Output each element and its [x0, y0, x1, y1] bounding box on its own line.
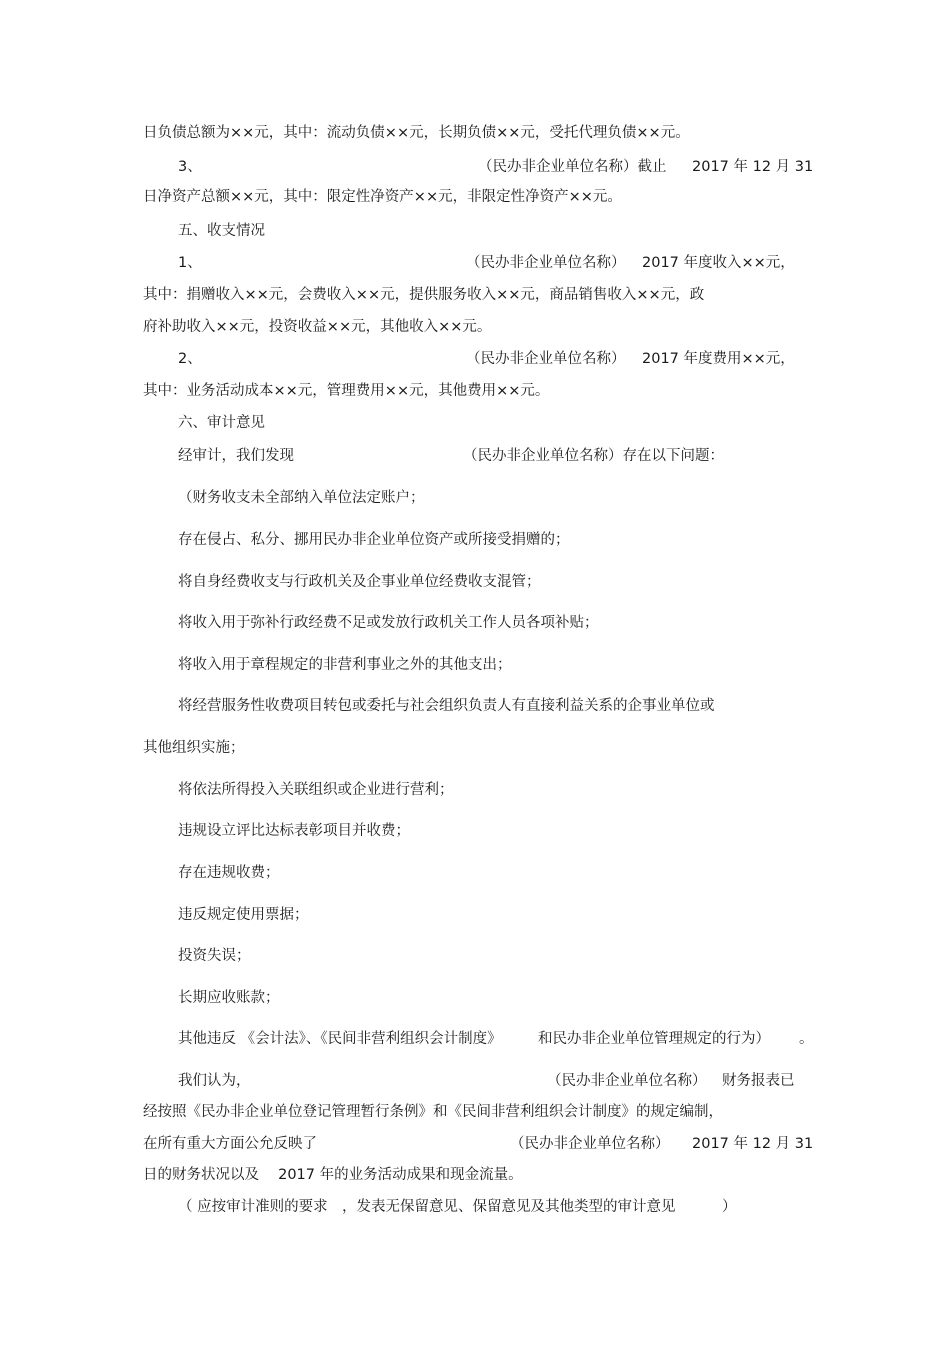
- liabilities-line: 日负债总额为××元，其中：流动负债××元，长期负债××元，受托代理负债××元。: [143, 125, 690, 141]
- item-3-number: 3、: [178, 159, 202, 175]
- opinion-line-3: 在所有重大方面公允反映了: [143, 1136, 317, 1152]
- other-violations-cont: 和民办非企业单位管理规定的行为）: [538, 1031, 770, 1047]
- issue-item: 长期应收账款；: [178, 990, 280, 1006]
- audit-intro-org: （民办非企业单位名称）存在以下问题：: [463, 448, 724, 464]
- opinion-note-end: ）: [722, 1199, 737, 1215]
- income-number: 1、: [178, 255, 202, 271]
- opinion-note: （ 应按审计准则的要求: [178, 1199, 328, 1215]
- income-total: 2017 年度收入××元，: [642, 255, 795, 271]
- income-detail-line-1: 其中：捐赠收入××元，会费收入××元，提供服务收入××元，商品销售收入××元，政: [143, 287, 705, 303]
- expense-org-placeholder: （民办非企业单位名称）: [466, 351, 626, 367]
- issue-item: 将依法所得投入关联组织或企业进行营利；: [178, 782, 454, 798]
- issue-item: 将收入用于弥补行政经费不足或发放行政机关工作人员各项补贴；: [178, 615, 599, 631]
- opinion-note-cont: ，发表无保留意见、保留意见及其他类型的审计意见: [342, 1199, 676, 1215]
- expense-detail-line: 其中：业务活动成本××元，管理费用××元，其他费用××元。: [143, 383, 550, 399]
- opinion-line-3-org: （民办非企业单位名称）: [510, 1136, 670, 1152]
- expense-number: 2、: [178, 351, 202, 367]
- section-5-heading: 五、收支情况: [178, 223, 265, 239]
- other-violations-end: 。: [799, 1031, 814, 1047]
- expense-total: 2017 年度费用××元，: [642, 351, 795, 367]
- income-org-placeholder: （民办非企业单位名称）: [466, 255, 626, 271]
- opinion-line-4: 日的财务状况以及 2017 年的业务活动成果和现金流量。: [143, 1167, 523, 1183]
- item-3-date: 2017 年 12 月 31: [692, 159, 814, 175]
- income-detail-line-2: 府补助收入××元，投资收益××元，其他收入××元。: [143, 319, 492, 335]
- issue-item: （财务收支未全部纳入单位法定账户；: [178, 490, 425, 506]
- issue-item: 投资失误；: [178, 948, 251, 964]
- issue-item: 存在违规收费；: [178, 865, 280, 881]
- item-3-org-placeholder: （民办非企业单位名称）截止: [478, 159, 667, 175]
- opinion-statement: 财务报表已: [722, 1073, 795, 1089]
- audit-intro: 经审计，我们发现: [178, 448, 294, 464]
- issue-item: 将收入用于章程规定的非营利事业之外的其他支出；: [178, 657, 512, 673]
- opinion-line-3-date: 2017 年 12 月 31: [692, 1136, 814, 1152]
- issue-item-continuation: 其他组织实施；: [143, 740, 245, 756]
- issue-item: 违反规定使用票据；: [178, 907, 309, 923]
- opinion-line-2: 经按照《民办非企业单位登记管理暂行条例》和《民间非营利组织会计制度》的规定编制，: [143, 1104, 723, 1120]
- opinion-org: （民办非企业单位名称）: [547, 1073, 707, 1089]
- other-violations: 其他违反 《会计法》、《民间非营利组织会计制度》: [178, 1031, 502, 1047]
- issue-item: 将自身经费收支与行政机关及企事业单位经费收支混管；: [178, 574, 541, 590]
- section-6-heading: 六、审计意见: [178, 415, 265, 431]
- issue-item: 存在侵占、私分、挪用民办非企业单位资产或所接受捐赠的；: [178, 532, 570, 548]
- issue-item: 违规设立评比达标表彰项目并收费；: [178, 823, 410, 839]
- net-assets-line: 日净资产总额××元，其中：限定性净资产××元，非限定性净资产××元。: [143, 189, 622, 205]
- issue-item: 将经营服务性收费项目转包或委托与社会组织负责人有直接利益关系的企事业单位或: [178, 698, 715, 714]
- opinion-intro: 我们认为，: [178, 1073, 251, 1089]
